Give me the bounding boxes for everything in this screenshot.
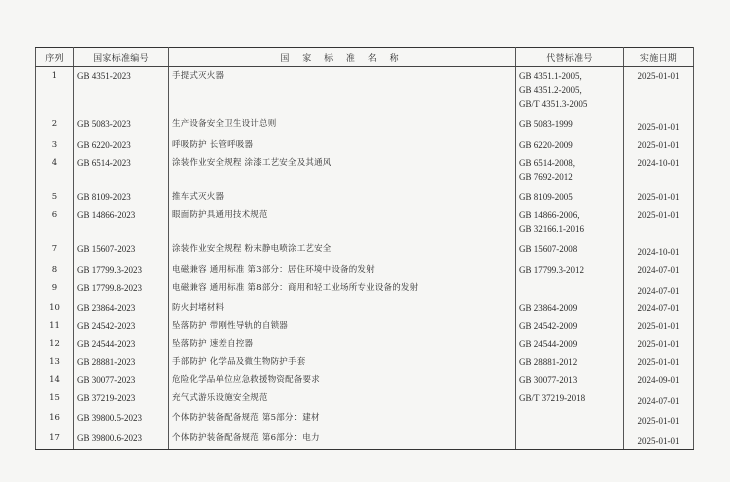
cell-date: 2024-07-01 bbox=[624, 261, 694, 279]
table-row bbox=[36, 115, 694, 136]
cell-name: 推车式灭火器 bbox=[169, 188, 516, 206]
cell-date: 2025-01-01 bbox=[624, 317, 694, 335]
replaced-line: GB/T 37219-2018 bbox=[519, 392, 586, 403]
standards-table-container bbox=[35, 47, 693, 445]
cell-code: GB 15607-2023 bbox=[74, 240, 169, 261]
standards-table bbox=[35, 47, 694, 450]
cell-name: 涂装作业安全规程 涂漆工艺安全及其通风 bbox=[169, 154, 516, 188]
table-row bbox=[36, 67, 694, 115]
header-num: 序列 bbox=[36, 48, 74, 67]
table-row bbox=[36, 206, 694, 240]
cell-replaced bbox=[516, 429, 624, 450]
cell-num: 6 bbox=[36, 206, 74, 240]
cell-replaced bbox=[516, 317, 624, 335]
table-row bbox=[36, 188, 694, 206]
header-replaced: 代替标准号 bbox=[516, 48, 624, 67]
cell-num: 13 bbox=[36, 353, 74, 371]
cell-name: 生产设备安全卫生设计总则 bbox=[169, 115, 516, 136]
cell-code: GB 30077-2023 bbox=[74, 371, 169, 389]
replaced-line: GB 6220-2009 bbox=[519, 139, 573, 150]
cell-replaced bbox=[516, 299, 624, 317]
cell-name: 呼吸防护 长管呼吸器 bbox=[169, 136, 516, 154]
cell-replaced bbox=[516, 188, 624, 206]
table-row bbox=[36, 409, 694, 429]
cell-date: 2025-01-01 bbox=[624, 67, 694, 115]
replaced-line: GB 5083-1999 bbox=[519, 118, 573, 129]
cell-num: 7 bbox=[36, 240, 74, 261]
cell-name: 危险化学品单位应急救援物资配备要求 bbox=[169, 371, 516, 389]
replaced-line: GB 30077-2013 bbox=[519, 374, 578, 385]
cell-replaced bbox=[516, 240, 624, 261]
cell-name: 个体防护装备配备规范 第6部分：电力 bbox=[169, 429, 516, 450]
table-body bbox=[36, 67, 694, 450]
cell-num: 3 bbox=[36, 136, 74, 154]
replaced-line: GB 24544-2009 bbox=[519, 338, 578, 349]
cell-replaced bbox=[516, 279, 624, 299]
cell-num: 9 bbox=[36, 279, 74, 299]
cell-code: GB 17799.3-2023 bbox=[74, 261, 169, 279]
header-name: 国 家 标 准 名 称 bbox=[169, 48, 516, 67]
cell-code: GB 37219-2023 bbox=[74, 389, 169, 409]
header-code: 国家标准编号 bbox=[74, 48, 169, 67]
cell-code: GB 8109-2023 bbox=[74, 188, 169, 206]
cell-replaced bbox=[516, 335, 624, 353]
cell-date: 2024-07-01 bbox=[624, 299, 694, 317]
cell-replaced bbox=[516, 154, 624, 188]
cell-code: GB 17799.8-2023 bbox=[74, 279, 169, 299]
cell-num: 2 bbox=[36, 115, 74, 136]
cell-code: GB 4351-2023 bbox=[74, 67, 169, 115]
cell-code: GB 24542-2023 bbox=[74, 317, 169, 335]
cell-num: 11 bbox=[36, 317, 74, 335]
table-row bbox=[36, 353, 694, 371]
cell-date: 2025-01-01 bbox=[624, 429, 694, 450]
replaced-line: GB 6514-2008, bbox=[519, 157, 575, 168]
table-row bbox=[36, 371, 694, 389]
cell-name: 眼面防护具通用技术规范 bbox=[169, 206, 516, 240]
table-row bbox=[36, 136, 694, 154]
cell-replaced bbox=[516, 115, 624, 136]
table-row bbox=[36, 389, 694, 409]
table-row bbox=[36, 261, 694, 279]
cell-name: 坠落防护 带刚性导轨的自锁器 bbox=[169, 317, 516, 335]
cell-date: 2024-07-01 bbox=[624, 389, 694, 409]
cell-name: 电磁兼容 通用标准 第8部分：商用和轻工业场所专业设备的发射 bbox=[169, 279, 516, 299]
table-row bbox=[36, 154, 694, 188]
replaced-line: GB 28881-2012 bbox=[519, 356, 578, 367]
cell-date: 2025-01-01 bbox=[624, 206, 694, 240]
replaced-line: GB 15607-2008 bbox=[519, 243, 578, 254]
replaced-line: GB/T 4351.3-2005 bbox=[519, 99, 588, 109]
cell-name: 手部防护 化学品及微生物防护手套 bbox=[169, 353, 516, 371]
cell-num: 8 bbox=[36, 261, 74, 279]
cell-date: 2024-07-01 bbox=[624, 279, 694, 299]
cell-date: 2025-01-01 bbox=[624, 335, 694, 353]
cell-code: GB 23864-2023 bbox=[74, 299, 169, 317]
replaced-line: GB 17799.3-2012 bbox=[519, 264, 584, 275]
cell-date: 2025-01-01 bbox=[624, 136, 694, 154]
table-row bbox=[36, 317, 694, 335]
cell-date: 2024-10-01 bbox=[624, 240, 694, 261]
replaced-line: GB 4351.1-2005, bbox=[519, 71, 582, 81]
cell-name: 坠落防护 速差自控器 bbox=[169, 335, 516, 353]
cell-replaced bbox=[516, 371, 624, 389]
replaced-line: GB 24542-2009 bbox=[519, 320, 578, 331]
cell-name: 手提式灭火器 bbox=[169, 67, 516, 115]
cell-name: 个体防护装备配备规范 第5部分：建材 bbox=[169, 409, 516, 429]
cell-num: 10 bbox=[36, 299, 74, 317]
cell-code: GB 24544-2023 bbox=[74, 335, 169, 353]
cell-replaced bbox=[516, 353, 624, 371]
cell-name: 充气式游乐设施安全规范 bbox=[169, 389, 516, 409]
cell-date: 2025-01-01 bbox=[624, 115, 694, 136]
cell-code: GB 39800.6-2023 bbox=[74, 429, 169, 450]
cell-code: GB 39800.5-2023 bbox=[74, 409, 169, 429]
cell-num: 17 bbox=[36, 429, 74, 450]
cell-code: GB 14866-2023 bbox=[74, 206, 169, 240]
table-row bbox=[36, 335, 694, 353]
cell-code: GB 5083-2023 bbox=[74, 115, 169, 136]
cell-name: 涂装作业安全规程 粉末静电喷涂工艺安全 bbox=[169, 240, 516, 261]
cell-replaced bbox=[516, 409, 624, 429]
cell-replaced bbox=[516, 261, 624, 279]
cell-num: 16 bbox=[36, 409, 74, 429]
cell-name: 电磁兼容 通用标准 第3部分：居住环境中设备的发射 bbox=[169, 261, 516, 279]
cell-code: GB 6220-2023 bbox=[74, 136, 169, 154]
replaced-line: GB 4351.2-2005, bbox=[519, 85, 582, 95]
cell-date: 2025-01-01 bbox=[624, 353, 694, 371]
cell-date: 2025-01-01 bbox=[624, 188, 694, 206]
header-date: 实施日期 bbox=[624, 48, 694, 67]
replaced-line: GB 32166.1-2016 bbox=[519, 223, 584, 234]
table-header-row bbox=[36, 48, 694, 67]
cell-num: 14 bbox=[36, 371, 74, 389]
cell-num: 12 bbox=[36, 335, 74, 353]
cell-num: 5 bbox=[36, 188, 74, 206]
cell-code: GB 28881-2023 bbox=[74, 353, 169, 371]
table-row bbox=[36, 429, 694, 450]
replaced-line: GB 7692-2012 bbox=[519, 171, 573, 182]
table-row bbox=[36, 299, 694, 317]
cell-replaced bbox=[516, 136, 624, 154]
cell-name: 防火封堵材料 bbox=[169, 299, 516, 317]
table-row bbox=[36, 240, 694, 261]
cell-replaced bbox=[516, 67, 624, 115]
replaced-line: GB 8109-2005 bbox=[519, 191, 573, 202]
cell-num: 4 bbox=[36, 154, 74, 188]
cell-date: 2024-09-01 bbox=[624, 371, 694, 389]
replaced-line: GB 23864-2009 bbox=[519, 302, 578, 313]
table-row bbox=[36, 279, 694, 299]
cell-code: GB 6514-2023 bbox=[74, 154, 169, 188]
replaced-line: GB 14866-2006, bbox=[519, 209, 580, 220]
cell-num: 15 bbox=[36, 389, 74, 409]
cell-replaced bbox=[516, 389, 624, 409]
cell-replaced bbox=[516, 206, 624, 240]
cell-date: 2025-01-01 bbox=[624, 409, 694, 429]
cell-num: 1 bbox=[36, 67, 74, 115]
cell-date: 2024-10-01 bbox=[624, 154, 694, 188]
